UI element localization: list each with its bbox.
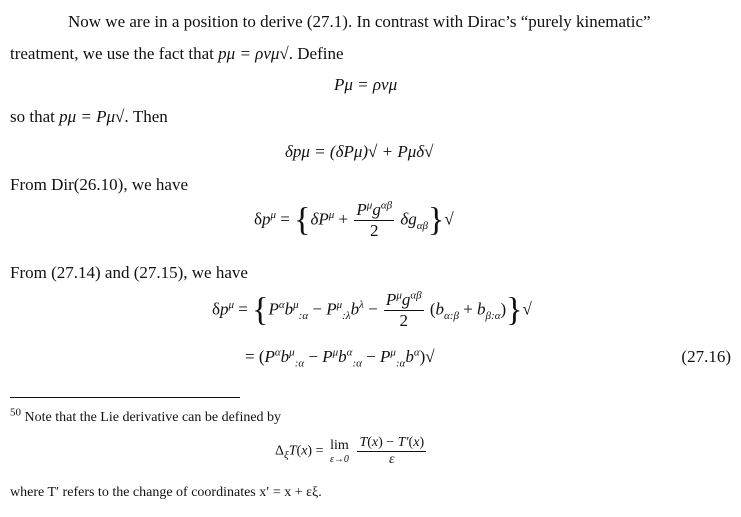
paragraph-text-2: treatment, we use the fact that xyxy=(10,44,214,63)
so-that-line xyxy=(10,107,168,127)
paragraph-end-2: . Define xyxy=(288,44,344,63)
inline-math-p: pμ = ρvμ√ xyxy=(218,44,289,63)
footnote-where-line: where T′ refers to the change of coordinates x′ = x + εξ. xyxy=(10,485,322,500)
paragraph-text-1: Now we are in a position to derive (27.1). In contrast with Dirac’s “purely kinematic” xyxy=(68,12,651,31)
so-that-text: so that xyxy=(10,107,55,126)
equation-27-16-line-2: = $(P^\alpha b^\mu_{:\alpha} - P^\mu b^\alpha_{:\alpha} - P^\mu_{:\alpha}b^\alpha)√$ xyxy=(245,346,435,370)
from-27-14-line: From (27.14) and (27.15), we have xyxy=(10,263,248,282)
lie-derivative-formula: $\Delta_\xi T(x)$ = lim ε→0 $\frac{T(x) - T'(x)}{\varepsilon}$ xyxy=(275,435,425,467)
equation-27-16-line-1: $\delta p^\mu = \{P^\alpha b^\mu_{:\alpha} - P^\mu_{:\lambda}b^\lambda$ − $\frac{P^\mu g^{\alpha\beta}}{2}$ $(b_{\alpha:\beta} + b_{\beta:\alpha})\}√$ xyxy=(212,289,532,330)
paragraph-line-1 xyxy=(68,12,651,32)
equation-dir-26-10: $\delta p^\mu = \{\delta P^\mu$ + $\frac{P^\mu g^{\alpha\beta}}{2}$ $\delta g_{\alpha\beta}\}√$ xyxy=(254,199,454,240)
paragraph-line-2 xyxy=(10,44,344,64)
lim-word: lim xyxy=(330,438,349,453)
footnote-text: Note that the Lie derivative can be defined by xyxy=(24,410,282,425)
from-dir-line: From Dir(26.10), we have xyxy=(10,175,188,194)
equation-define: Pμ = ρvμ xyxy=(334,75,398,94)
footnote-rule xyxy=(10,397,240,398)
equation-number: (27.16) xyxy=(681,347,731,366)
footnote-marker: 50 xyxy=(10,406,21,419)
so-that-math: pμ = Pμ√ xyxy=(59,107,125,126)
lim-under: ε→0 xyxy=(329,454,349,465)
so-that-end: . Then xyxy=(124,107,168,126)
equation-delta-p: δpμ = (δPμ)√ + Pμδ√ xyxy=(285,142,434,161)
footnote-line xyxy=(10,406,282,426)
